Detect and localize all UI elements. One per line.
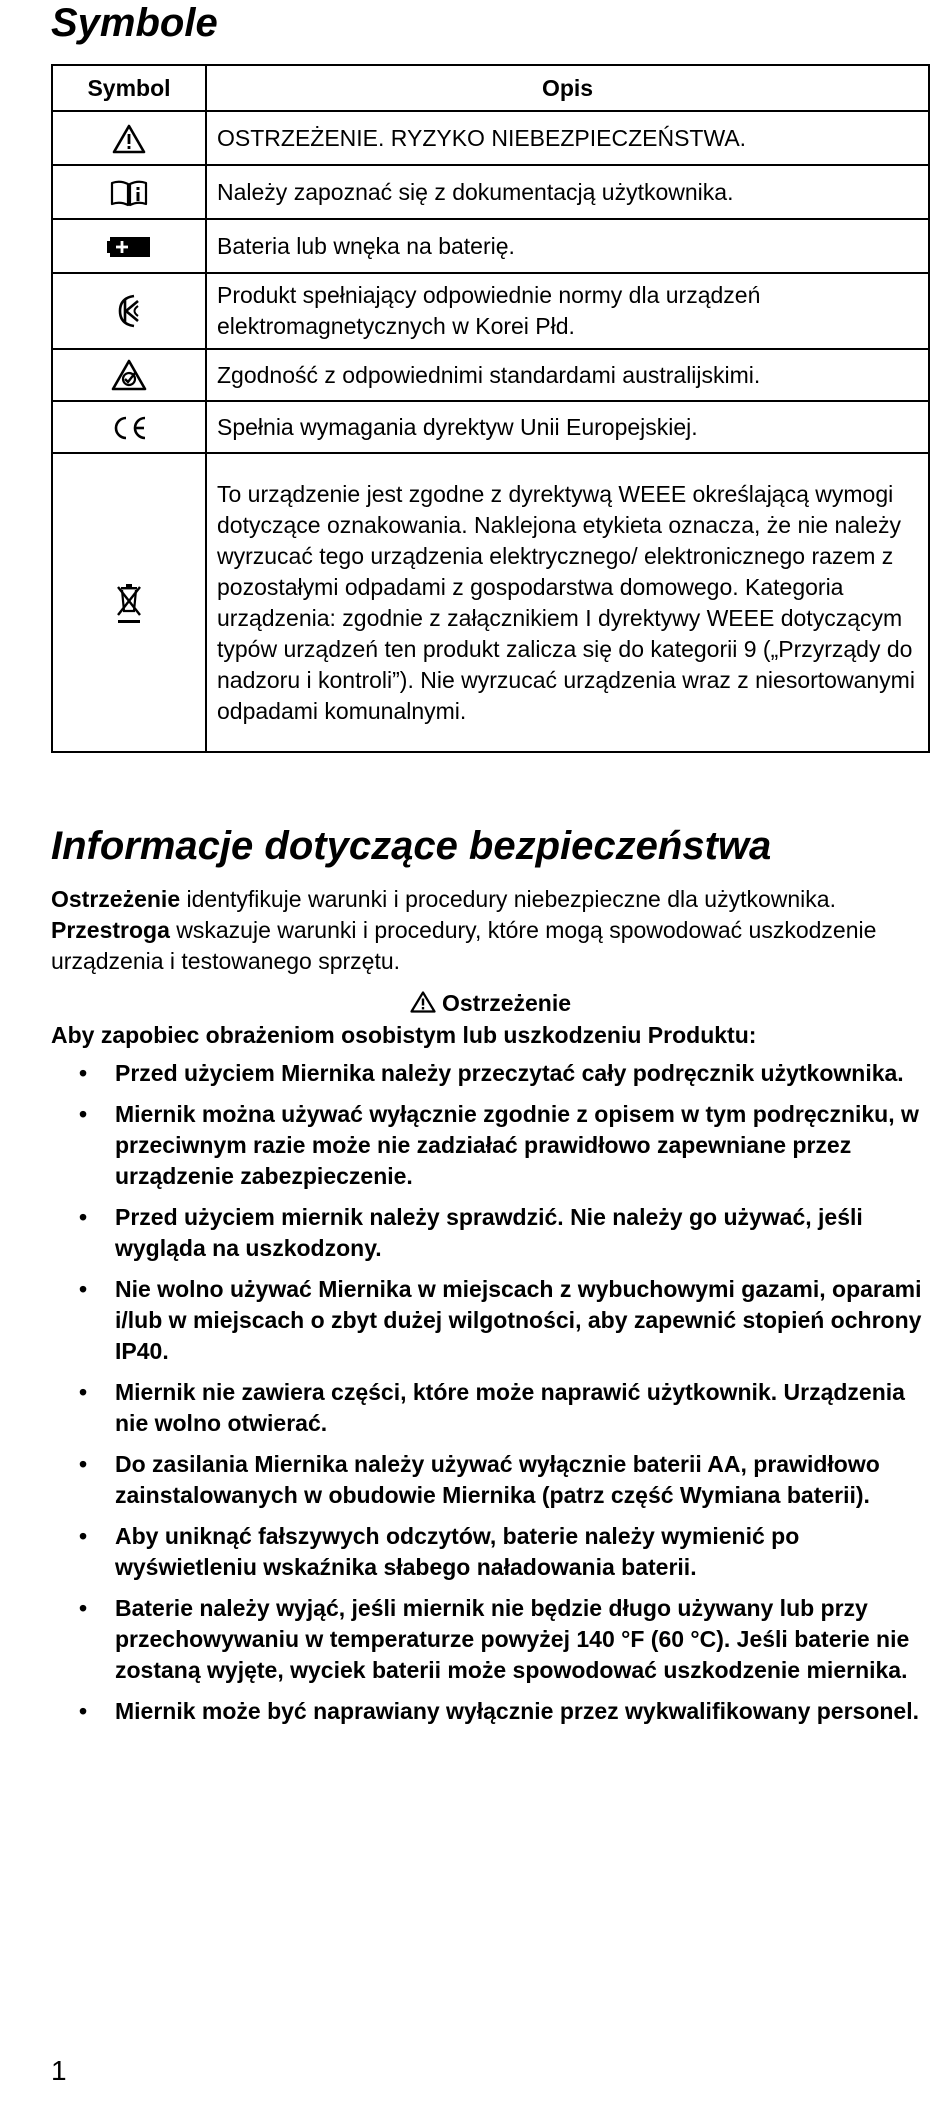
bullet-icon: • [79,1101,88,1127]
symbol-cell [52,165,206,219]
bullet-icon: • [79,1451,88,1477]
list-item [51,1449,931,1511]
symbols-table [51,64,930,753]
list-item-text: Przed użyciem Miernika należy przeczytać cały podręcznik użytkownika. [115,1060,904,1086]
list-item-text: Nie wolno używać Miernika w miejscach z wybuchowymi gazami, oparami i/lub w miejscach o zbyt dużej wilgotności, aby zapewnić stopień ochrony IP40. [115,1276,922,1364]
symbol-cell [52,401,206,453]
bullet-icon: • [79,1276,88,1302]
battery-icon [107,236,151,258]
list-item-text: Baterie należy wyjąć, jeśli miernik nie będzie długo używany lub przy przechowywaniu w temperaturze powyżej 140 °F (60 °C). Jeśli baterie nie zostaną wyjęte, wyciek baterii może spowodować uszkodzenie miernika. [115,1595,910,1683]
description-cell: Zgodność z odpowiednimi standardami australijskimi. [206,349,929,401]
warning-term: Ostrzeżenie [51,886,181,912]
list-item [51,1696,931,1727]
list-item [51,1593,931,1686]
table-row [52,219,929,273]
bullet-icon: • [79,1060,88,1086]
description-cell: OSTRZEŻENIE. RYZYKO NIEBEZPIECZEŃSTWA. [206,111,929,165]
table-row [52,401,929,453]
bullet-icon: • [79,1595,88,1621]
warning-list [51,1058,931,1737]
list-item [51,1521,931,1583]
list-item [51,1202,931,1264]
list-item [51,1274,931,1367]
user-documentation-icon [109,179,149,207]
page-number: 1 [51,2055,67,2086]
symbol-cell [52,219,206,273]
column-header-description: Opis [206,65,929,111]
weee-crossed-bin-icon [115,581,143,625]
table-row [52,273,929,349]
list-item-text: Do zasilania Miernika należy używać wyłącznie baterii AA, prawidłowo zainstalowanych w obudowie Miernika (patrz część Wymiana baterii). [115,1451,880,1508]
table-header-row [52,65,929,111]
symbol-cell [52,273,206,349]
list-item-text: Aby uniknąć fałszywych odczytów, baterie należy wymienić po wyświetleniu wskaźnika słabego naładowania baterii. [115,1523,800,1580]
list-item-text: Miernik nie zawiera części, które może naprawić użytkownik. Urządzenia nie wolno otwierać. [115,1379,905,1436]
description-cell: To urządzenie jest zgodne z dyrektywą WEEE określającą wymogi dotyczące oznakowania. Naklejona etykieta oznacza, że nie należy wyrzucać tego urządzenia elektrycznego/ elektronicznego razem z pozostałymi odpadami z gospodarstwa domowego. Kategoria urządzenia: zgodnie z załącznikiem I dyrektywy WEEE dotyczącym typów urządzeń ten produkt zalicza się do kategorii 9 („Przyrządy do nadzoru i kontroli”). Nie wyrzucać urządzenia wraz z niesortowanymi odpadami komunalnymi. [206,453,929,752]
list-item-text: Przed użyciem miernik należy sprawdzić. Nie należy go używać, jeśli wygląda na uszkodzony. [115,1204,863,1261]
safety-intro-paragraph [51,884,941,977]
description-cell: Bateria lub wnęka na baterię. [206,219,929,273]
table-row [52,349,929,401]
caution-definition: wskazuje warunki i procedury, które mogą spowodować uszkodzenie urządzenia i testowanego sprzętu. [51,917,877,974]
symbol-cell [52,111,206,165]
australia-rcm-mark-icon [111,359,147,391]
list-item [51,1377,931,1439]
bullet-icon: • [79,1204,88,1230]
list-item-text: Miernik może być naprawiany wyłącznie przez wykwalifikowany personel. [115,1698,920,1724]
table-row [52,111,929,165]
description-cell: Należy zapoznać się z dokumentacją użytkownika. [206,165,929,219]
bullet-icon: • [79,1379,88,1405]
table-row [52,453,929,752]
caution-term: Przestroga [51,917,170,943]
table-row [52,165,929,219]
warning-box-lead: Aby zapobiec obrażeniom osobistym lub uszkodzeniu Produktu: [51,1022,757,1048]
ce-mark-icon [110,415,148,441]
list-item [51,1058,931,1089]
warning-box-title-text: Ostrzeżenie [441,990,572,1016]
column-header-symbol: Symbol [52,65,206,111]
bullet-icon: • [79,1698,88,1724]
korea-kc-mark-icon [116,293,142,329]
warning-triangle-icon [410,991,436,1013]
bullet-icon: • [79,1523,88,1549]
section-title-symbols: Symbole [51,1,218,45]
description-cell: Spełnia wymagania dyrektyw Unii Europejskiej. [206,401,929,453]
symbol-cell [52,453,206,752]
list-item [51,1099,931,1192]
warning-triangle-icon [112,124,146,154]
section-title-safety-information: Informacje dotyczące bezpieczeństwa [51,824,772,868]
warning-box-title [51,988,930,1019]
description-cell: Produkt spełniający odpowiednie normy dla urządzeń elektromagnetycznych w Korei Płd. [206,273,929,349]
list-item-text: Miernik można używać wyłącznie zgodnie z opisem w tym podręczniku, w przeciwnym razie może nie zadziałać prawidłowo zapewniane przez urządzenie zabezpieczenie. [115,1101,919,1189]
warning-definition: identyfikuje warunki i procedury niebezpieczne dla użytkownika. [180,886,836,912]
symbol-cell [52,349,206,401]
